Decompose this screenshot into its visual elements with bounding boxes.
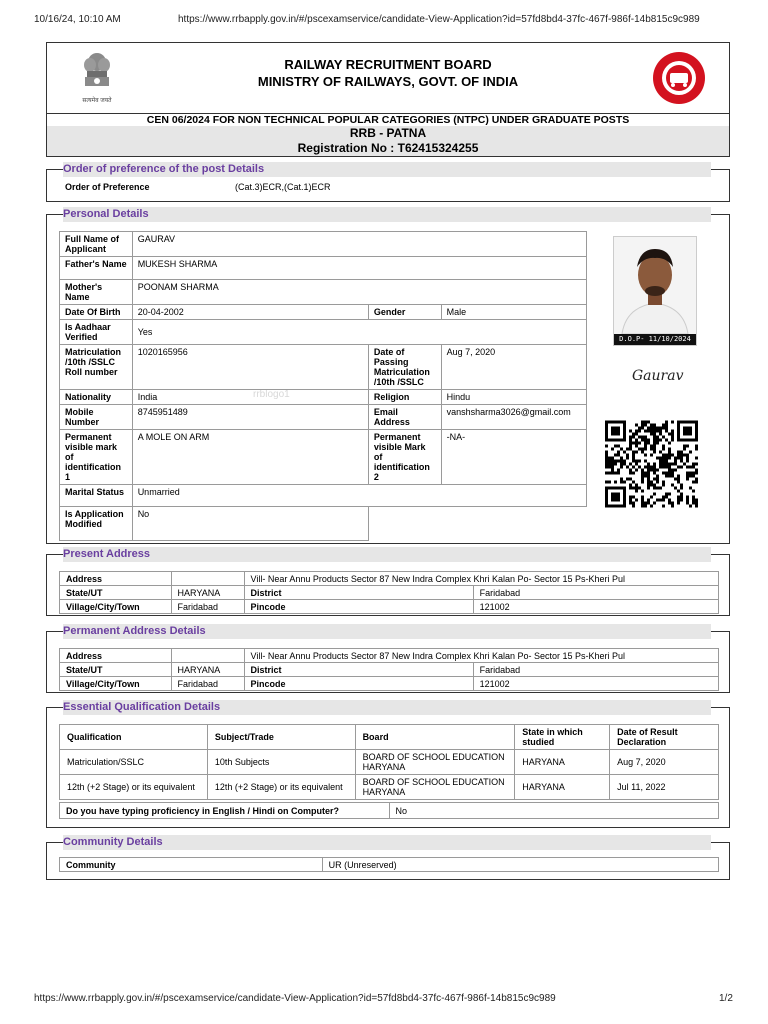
table-row — [60, 320, 587, 345]
qualification-cell: 12th (+2 Stage) or its equivalent — [60, 775, 208, 800]
table-row — [60, 750, 719, 775]
modified-value: No — [132, 507, 368, 541]
result-date-cell: Jul 11, 2022 — [610, 775, 719, 800]
railway-logo — [652, 51, 706, 105]
personal-section — [46, 208, 730, 544]
qualification-table — [59, 724, 719, 800]
table-row — [60, 586, 719, 600]
mark2-value: -NA- — [441, 430, 586, 485]
notice-block — [46, 113, 730, 157]
marital-value: Unmarried — [132, 485, 586, 507]
matric-roll-label: Matriculation /10th /SSLC Roll number — [60, 345, 133, 390]
person-photo-icon — [614, 237, 696, 334]
typing-table — [59, 802, 719, 819]
personal-table — [59, 231, 587, 541]
qualification-section — [46, 701, 730, 828]
header-qualification: Qualification — [60, 725, 208, 750]
personal-title: Personal Details — [63, 208, 149, 220]
typing-value: No — [389, 803, 718, 819]
table-row — [60, 485, 587, 507]
table-row — [60, 725, 719, 750]
mark2-label: Permanent visible Mark of identification 2 — [368, 430, 441, 485]
gender-label: Gender — [368, 305, 441, 320]
pincode-label: Pincode — [244, 677, 473, 691]
full-name-value: GAURAV — [132, 232, 586, 257]
email-label: Email Address — [368, 405, 441, 430]
modified-label: Is Application Modified — [60, 507, 133, 541]
gender-value: Male — [441, 305, 586, 320]
table-row — [60, 507, 587, 541]
present-address-title: Present Address — [63, 548, 151, 560]
pincode-value: 121002 — [473, 677, 718, 691]
mother-name-value: POONAM SHARMA — [132, 280, 586, 305]
dob-value: 20-04-2002 — [132, 305, 368, 320]
father-name-label: Father's Name — [60, 257, 133, 280]
cen-title: CEN 06/2024 FOR NON TECHNICAL POPULAR CATEGORIES (NTPC) UNDER GRADUATE POSTS — [146, 114, 630, 126]
ministry-title: MINISTRY OF RAILWAYS, GOVT. OF INDIA — [257, 74, 519, 89]
state-cell: HARYANA — [515, 775, 610, 800]
table-row — [60, 858, 719, 872]
preference-value: (Cat.3)ECR,(Cat.1)ECR — [235, 182, 331, 192]
district-value: Faridabad — [473, 586, 718, 600]
table-row — [60, 775, 719, 800]
village-label: Village/City/Town — [60, 600, 172, 614]
address-value: Vill- Near Annu Products Sector 87 New Indra Complex Khri Kalan Po- Sector 15 Ps-Kheri Pul — [244, 572, 719, 586]
qualification-title: Essential Qualification Details — [63, 701, 221, 713]
rrb-name: RRB - PATNA — [349, 126, 427, 140]
print-url: https://www.rrbapply.gov.in/#/pscexamservice/candidate-View-Application?id=57fd8bd4-37fc-467f-986f-14b815c9c989 — [178, 14, 700, 25]
table-row — [60, 803, 719, 819]
address-label: Address — [60, 649, 172, 663]
board-cell: BOARD OF SCHOOL EDUCATION HARYANA — [355, 775, 515, 800]
mark1-label: Permanent visible mark of identification 1 — [60, 430, 133, 485]
matric-date-value: Aug 7, 2020 — [441, 345, 586, 390]
table-row — [60, 280, 587, 305]
community-section — [46, 836, 730, 880]
full-name-label: Full Name of Applicant — [60, 232, 133, 257]
indian-railways-logo-icon — [652, 51, 706, 105]
state-value: HARYANA — [171, 663, 244, 677]
aadhaar-label: Is Aadhaar Verified — [60, 320, 133, 345]
preference-label: Order of Preference — [65, 182, 150, 192]
mother-name-label: Mother's Name — [60, 280, 133, 305]
village-value: Faridabad — [171, 600, 244, 614]
board-title: RAILWAY RECRUITMENT BOARD — [284, 57, 492, 72]
state-label: State/UT — [60, 586, 172, 600]
header-state: State in which studied — [515, 725, 610, 750]
pincode-value: 121002 — [473, 600, 718, 614]
candidate-photo — [613, 236, 697, 346]
state-value: HARYANA — [171, 586, 244, 600]
candidate-signature: Gaurav — [632, 368, 684, 384]
nationality-label: Nationality — [60, 390, 133, 405]
community-table — [59, 857, 719, 872]
religion-value: Hindu — [441, 390, 586, 405]
table-row — [60, 663, 719, 677]
email-value: vanshsharma3026@gmail.com — [441, 405, 586, 430]
photo-date-caption: D.O.P- 11/10/2024 — [614, 334, 696, 345]
result-date-cell: Aug 7, 2020 — [610, 750, 719, 775]
table-row — [60, 677, 719, 691]
marital-label: Marital Status — [60, 485, 133, 507]
community-label: Community — [60, 858, 323, 872]
table-row — [60, 305, 587, 320]
permanent-address-section — [46, 625, 730, 693]
table-row — [60, 390, 587, 405]
preference-title: Order of preference of the post Details — [63, 163, 265, 175]
qr-code-icon — [605, 420, 698, 508]
board-header — [46, 42, 730, 114]
table-row — [60, 345, 587, 390]
table-row — [60, 257, 587, 280]
state-cell: HARYANA — [515, 750, 610, 775]
table-row — [60, 430, 587, 485]
qualification-cell: Matriculation/SSLC — [60, 750, 208, 775]
typing-label: Do you have typing proficiency in English / Hindi on Computer? — [60, 803, 390, 819]
religion-label: Religion — [368, 390, 441, 405]
father-name-value: MUKESH SHARMA — [132, 257, 586, 280]
qr-code — [605, 420, 698, 508]
present-address-section — [46, 548, 730, 616]
mobile-label: Mobile Number — [60, 405, 133, 430]
header-subject: Subject/Trade — [207, 725, 355, 750]
subject-cell: 12th (+2 Stage) or its equivalent — [207, 775, 355, 800]
aadhaar-value: Yes — [132, 320, 586, 345]
table-row — [60, 232, 587, 257]
table-row — [60, 405, 587, 430]
header-result-date: Date of Result Declaration — [610, 725, 719, 750]
community-value: UR (Unreserved) — [322, 858, 718, 872]
village-label: Village/City/Town — [60, 677, 172, 691]
district-value: Faridabad — [473, 663, 718, 677]
board-cell: BOARD OF SCHOOL EDUCATION HARYANA — [355, 750, 515, 775]
nationality-value: India — [132, 390, 368, 405]
mobile-value: 8745951489 — [132, 405, 368, 430]
table-row — [60, 600, 719, 614]
permanent-address-title: Permanent Address Details — [63, 625, 206, 637]
footer-url: https://www.rrbapply.gov.in/#/pscexamservice/candidate-View-Application?id=57fd8bd4-37fc-467f-986f-14b815c9c989 — [34, 993, 556, 1004]
emblem-caption: सत्यमेव जयते — [82, 98, 112, 104]
watermark-text: rrblogo1 — [253, 389, 290, 400]
village-value: Faridabad — [171, 677, 244, 691]
mark1-value: A MOLE ON ARM — [132, 430, 368, 485]
state-label: State/UT — [60, 663, 172, 677]
matric-date-label: Date of Passing Matriculation /10th /SSLC — [368, 345, 441, 390]
address-value: Vill- Near Annu Products Sector 87 New Indra Complex Khri Kalan Po- Sector 15 Ps-Kheri Pul — [244, 649, 719, 663]
print-datetime: 10/16/24, 10:10 AM — [34, 14, 121, 25]
preference-section — [46, 163, 730, 202]
page-number: 1/2 — [719, 993, 733, 1004]
dob-label: Date Of Birth — [60, 305, 133, 320]
community-title: Community Details — [63, 836, 163, 848]
table-row — [60, 649, 719, 663]
district-label: District — [244, 663, 473, 677]
table-row — [60, 572, 719, 586]
pincode-label: Pincode — [244, 600, 473, 614]
district-label: District — [244, 586, 473, 600]
subject-cell: 10th Subjects — [207, 750, 355, 775]
present-address-table — [59, 571, 719, 614]
permanent-address-table — [59, 648, 719, 691]
address-label: Address — [60, 572, 172, 586]
header-board: Board — [355, 725, 515, 750]
registration-number: Registration No : T62415324255 — [297, 141, 479, 155]
matric-roll-value: 1020165956 — [132, 345, 368, 390]
